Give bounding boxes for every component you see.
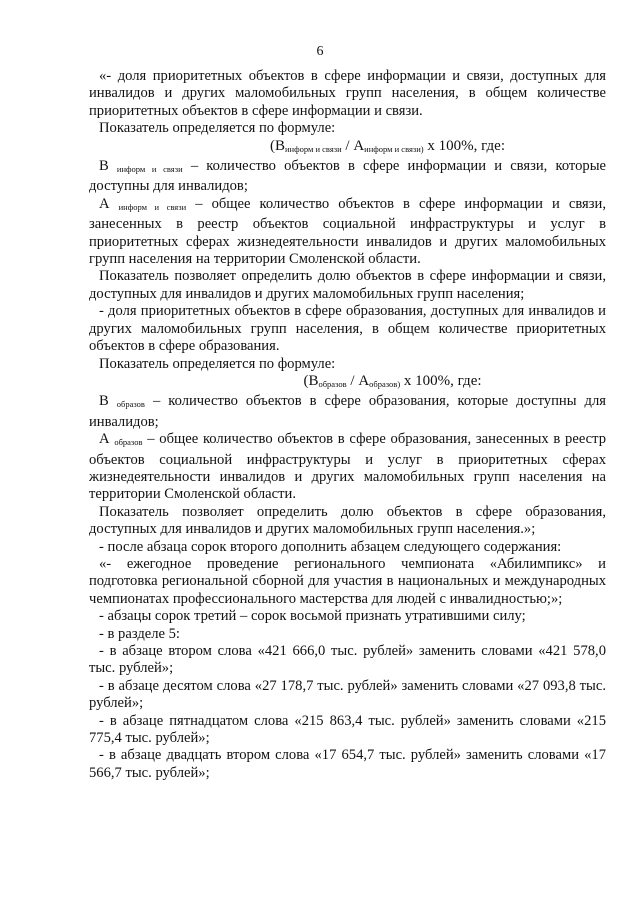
paragraph-amend-22: - в абзаце двадцать втором слова «17 654,7 тыс. рублей» заменить словами «17 566,7 тыс. рублей»; (89, 747, 606, 781)
formula-education: ($В_{образов} / А_{образов)}$ х 100%, где: (303, 372, 482, 389)
definition-b-info: В $_{информ и связи}$ – количество объектов в сфере информации и связи, которые доступны для инвалидов; (89, 158, 606, 195)
definition-a-info: А $_{информ и связи}$ – общее количество объектов в сфере информации и связи, занесенных в реестр объектов социальной инфраструктуры и услуг в приоритетных сферах жизнедеятельности инвалидов и других маломобильных групп населения на территории Смоленской области. (89, 195, 606, 268)
paragraph-formula-intro-2: Показатель определяется по формуле: (99, 355, 336, 372)
paragraph-indicator-info: Показатель позволяет определить долю объектов в сфере информации и связи, доступных для инвалидов и других маломобильных групп населения; (89, 268, 606, 302)
paragraph-insert-after-42: - после абзаца сорок второго дополнить абзацем следующего содержания: (99, 538, 562, 555)
paragraph-amend-15: - в абзаце пятнадцатом слова «215 863,4 тыс. рублей» заменить словами «215 775,4 тыс. рублей»; (89, 712, 606, 747)
paragraph-amend-2: - в абзаце втором слова «421 666,0 тыс. рублей» заменить словами «421 578,0 тыс. рублей»; (89, 643, 606, 677)
paragraph-formula-intro-1: Показатель определяется по формуле: (99, 120, 336, 137)
paragraph-amend-10: - в абзаце десятом слова «27 178,7 тыс. рублей» заменить словами «27 093,8 тыс. рублей»; (89, 677, 606, 712)
definition-b-education: В $_{образов}$ – количество объектов в сфере образования, которые доступны для инвалидов; (89, 393, 606, 430)
paragraph-info-share: «- доля приоритетных объектов в сфере информации и связи, доступных для инвалидов и других маломобильных групп населения, в общем количестве приоритетных объектов в сфере информации и связи. (89, 68, 606, 119)
paragraph-void-43-48: - абзацы сорок третий – сорок восьмой признать утратившими силу; (99, 608, 526, 625)
paragraph-indicator-education: Показатель позволяет определить долю объектов в сфере образования, доступных для инвалидов и других маломобильных групп населения.»; (89, 503, 606, 538)
formula-info: ($В_{информ и связи} / А_{информ и связи)}$ х 100%, где: (270, 137, 505, 154)
paragraph-education-share: - доля приоритетных объектов в сфере образования, доступных для инвалидов и других маломобильных групп населения, в общем количестве приоритетных объектов в сфере образования. (89, 303, 606, 355)
definition-a-education: А $_{образов}$ – общее количество объектов в сфере образования, занесенных в реестр объектов социальной инфраструктуры и услуг в приоритетных сферах жизнедеятельности инвалидов и других маломобильных групп населения на территории Смоленской области. (89, 431, 607, 503)
paragraph-abilympics: «- ежегодное проведение регионального чемпионата «Абилимпикс» и подготовка региональной сборной для участия в национальных и международных чемпионатах профессионального мастерства для людей с инвалидностью;»; (89, 555, 606, 607)
page-number: 6 (316, 44, 324, 59)
document-body (89, 68, 606, 782)
paragraph-section-5: - в разделе 5: (99, 625, 180, 642)
